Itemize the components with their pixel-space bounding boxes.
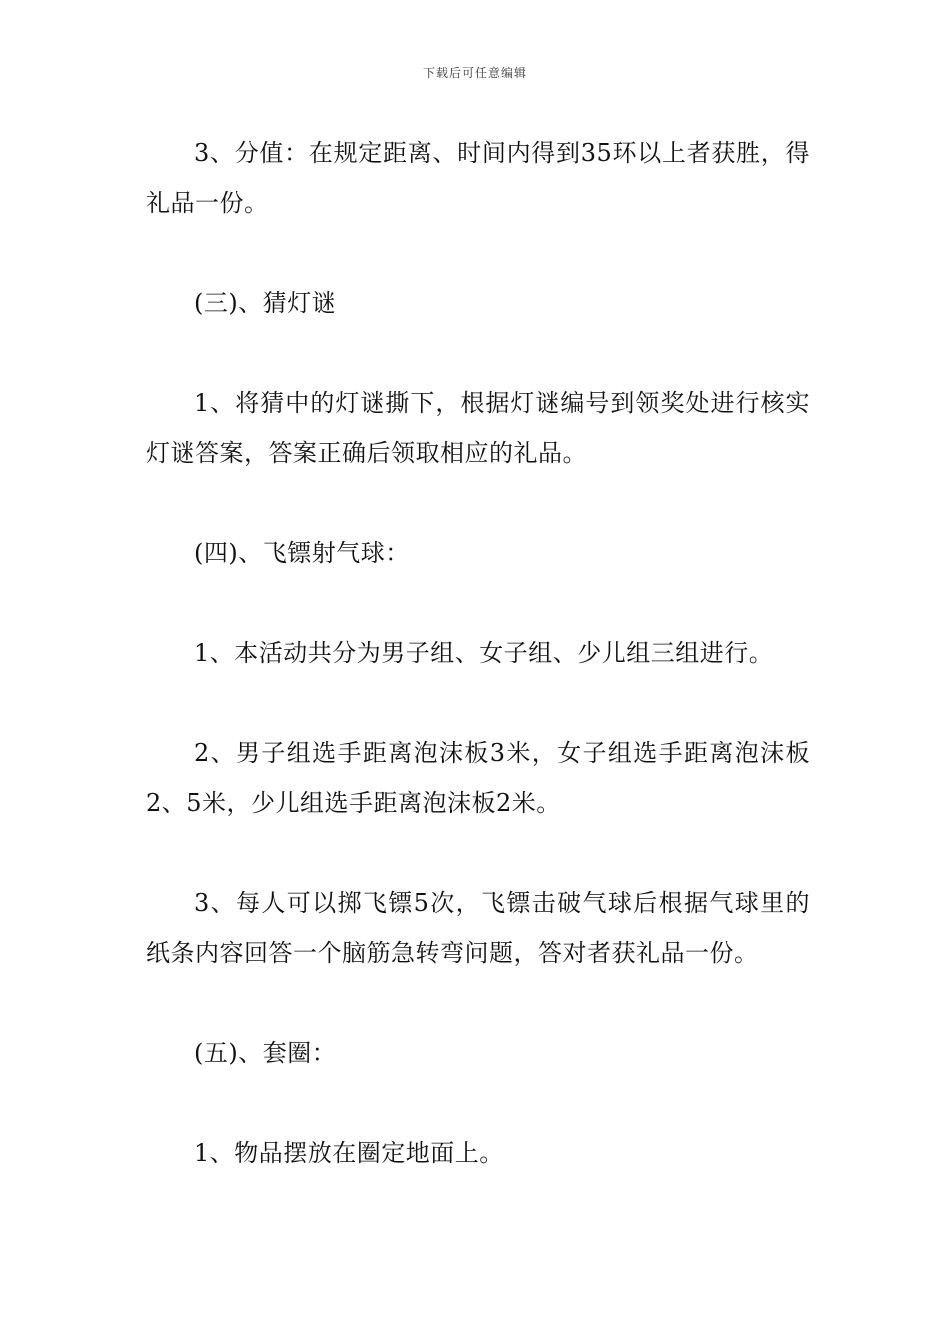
- paragraph-spacer: [146, 328, 810, 378]
- paragraph-spacer: [146, 478, 810, 528]
- paragraph-darts-throws: 3、每人可以掷飞镖5次，飞镖击破气球后根据气球里的纸条内容回答一个脑筋急转弯问题，答对者获礼品一份。: [146, 889, 810, 967]
- paragraph-spacer: [146, 228, 810, 278]
- paragraph-scoring-rule: 3、分值：在规定距离、时间内得到35环以上者获胜，得礼品一份。: [146, 139, 810, 217]
- section-heading-ring-toss: (五)、套圈：: [194, 1039, 337, 1067]
- document-body: [146, 128, 810, 1178]
- section-heading-lantern-riddles: (三)、猜灯谜: [194, 289, 337, 317]
- paragraph-darts-distance: 2、男子组选手距离泡沫板3米，女子组选手距离泡沫板2、5米，少儿组选手距离泡沫板2米。: [146, 739, 810, 817]
- page-header-note: 下载后可任意编辑: [422, 66, 527, 80]
- section-heading-darts: (四)、飞镖射气球：: [194, 539, 410, 567]
- paragraph-spacer: [146, 678, 810, 728]
- paragraph-spacer: [146, 978, 810, 1028]
- paragraph-spacer: [146, 578, 810, 628]
- paragraph-ring-toss-rule: 1、物品摆放在圈定地面上。: [194, 1139, 504, 1167]
- paragraph-spacer: [146, 828, 810, 878]
- paragraph-spacer: [146, 1078, 810, 1128]
- paragraph-darts-groups: 1、本活动共分为男子组、女子组、少儿组三组进行。: [194, 639, 774, 667]
- paragraph-riddle-rule: 1、将猜中的灯谜撕下，根据灯谜编号到领奖处进行核实灯谜答案，答案正确后领取相应的礼品。: [146, 389, 810, 467]
